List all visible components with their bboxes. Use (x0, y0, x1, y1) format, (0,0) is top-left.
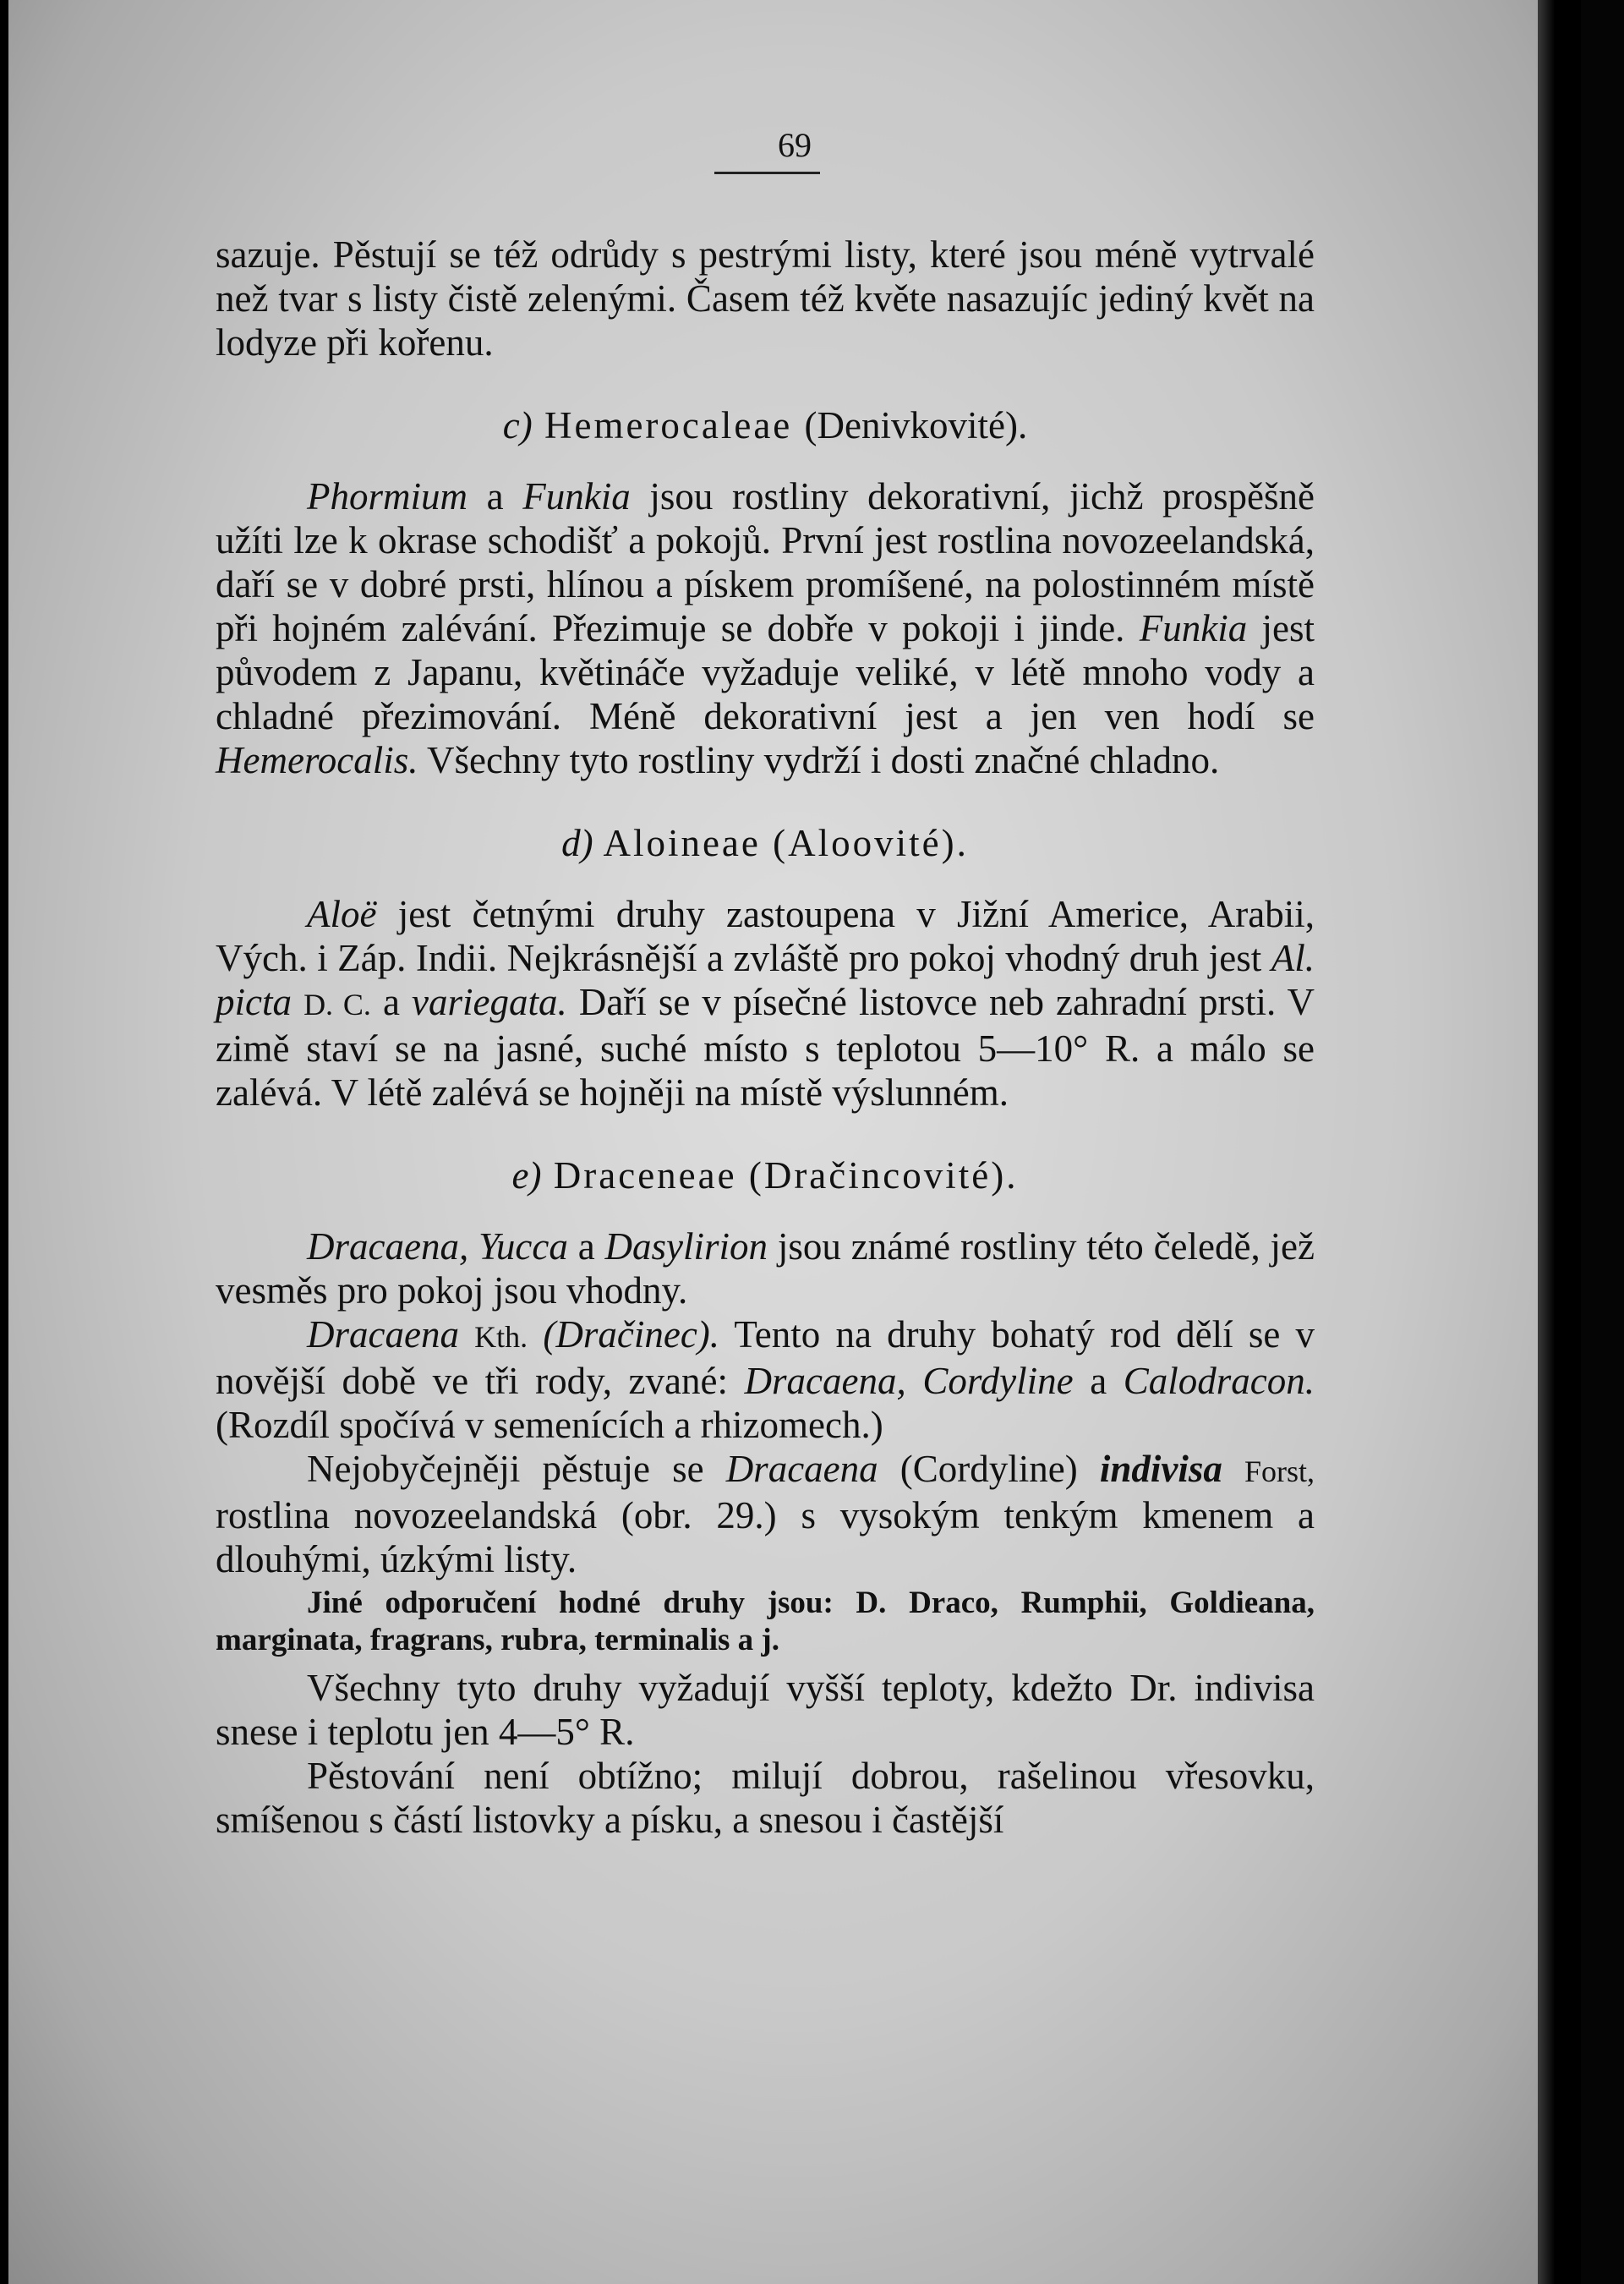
paragraph-cultivation: Pěstování není obtížno; milují dobrou, rašelinou vřesovku, smíšenou s částí listovky a písku, a snesou i častější (216, 1755, 1315, 1841)
paragraph-aloe: Aloë jest četnými druhy zastoupena v Jižní Americe, Arabii, Vých. i Záp. Indii. Nejkrásnější a zvláště pro pokoj vhodný druh jest Al. picta D. C. a variegata. Daří se v písečné listovce neb zahradní prsti. V zimě staví se na jasné, suché místo s teplotou 5—10° R. a málo se zalévá. V létě zalévá se hojněji na místě výslunném. (216, 893, 1315, 1114)
paragraph-indivisa: Nejobyčejněji pěstuje se Dracaena (Cordyline) indivisa Forst, rostlina novozeelandská (obr. 29.) s vysokým tenkým kmenem a dlouhými, úzkými listy. (216, 1448, 1315, 1580)
scan-right-edge (1538, 0, 1581, 2284)
heading-hemerocaleae: c) Hemerocaleae (Denivkovité). (502, 404, 1028, 446)
paragraph-1: sazuje. Pěstují se též odrůdy s pestrými listy, které jsou méně vytrvalé než tvar s listy čistě zelenými. Časem též květe nasazujíc jediný květ na lodyze při kořenu. (216, 233, 1315, 364)
page-number: 69 (778, 126, 812, 164)
paragraph-phormium: Phormium a Funkia jsou rostliny dekorativní, jichž prospěšně užíti lze k okrase schodišť a pokojů. První jest rostlina novozeelandská, daří se v dobré prsti, hlínou a pískem promíšené, na polostinném místě při hojném zalévání. Přezimuje se dobře v pokoji i jinde. Funkia jest původem z Japanu, květináče vyžaduje veliké, v létě mnoho vody a chladné přezimování. Méně dekorativní jest a jen ven hodí se Hemerocalis. Všechny tyto rostliny vydrží i dosti značné chladno. (216, 475, 1315, 781)
paragraph-dracaena-intro: Dracaena, Yucca a Dasylirion jsou známé rostliny této čeledě, jež vesměs pro pokoj jsou vhodny. (216, 1225, 1315, 1312)
page-number-rule (714, 172, 820, 174)
paragraph-temperature: Všechny tyto druhy vyžadují vyšší teploty, kdežto Dr. indivisa snese i teplotu jen 4—5° R. (216, 1667, 1315, 1753)
page-text (216, 233, 1315, 1842)
heading-draceneae: e) Draceneae (Dračincovité). (511, 1154, 1019, 1197)
paragraph-dracaena-genus: Dracaena Kth. (Dračinec). Tento na druhy bohatý rod dělí se v novější době ve tři rody, zvané: Dracaena, Cordyline a Calodracon. (Rozdíl spočívá v semenících a rhizomech.) (216, 1313, 1315, 1446)
book-page (8, 0, 1581, 2284)
scan-left-edge (0, 0, 8, 2284)
heading-aloineae: d) Aloineae (Aloovité). (561, 822, 969, 864)
note-other-species: Jiné odporučení hodné druhy jsou: D. Draco, Rumphii, Goldieana, marginata, fragrans, rubra, terminalis a j. (216, 1586, 1315, 1657)
